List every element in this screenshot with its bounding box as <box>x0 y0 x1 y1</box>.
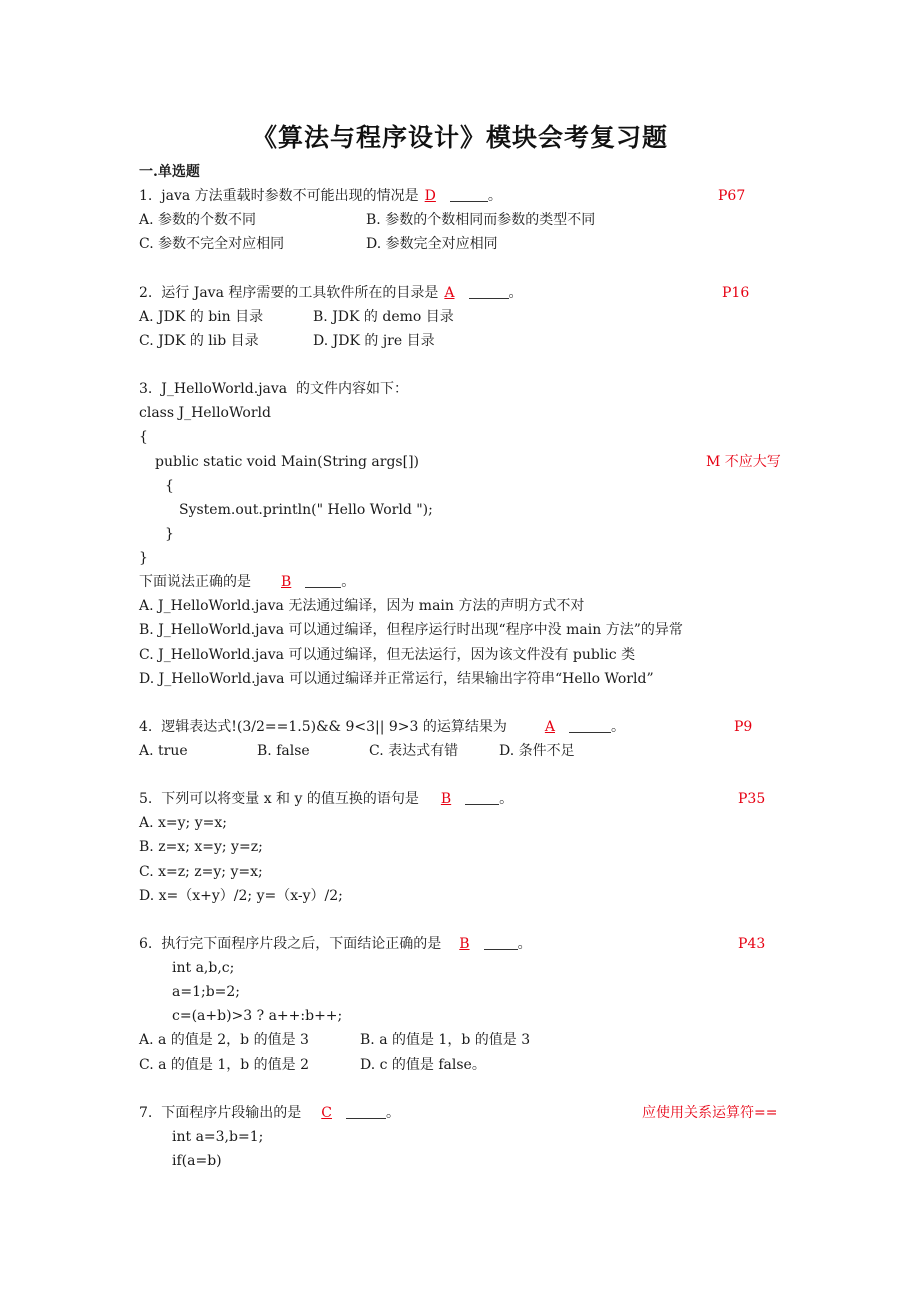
option-b: B. 参数的个数相同而参数的类型不同 <box>366 212 596 228</box>
code-line: { <box>165 478 174 494</box>
page-reference: P43 <box>738 936 766 952</box>
answer-blank: B <box>281 574 292 590</box>
option-a: A. a 的值是 2，b 的值是 3 <box>139 1032 309 1048</box>
option-b: B. JDK 的 demo 目录 <box>313 309 454 325</box>
section-heading: 一.单选题 <box>139 164 200 180</box>
page-reference: P16 <box>722 285 750 301</box>
option-b: B. a 的值是 1，b 的值是 3 <box>360 1032 531 1048</box>
question-text: 4. 逻辑表达式!(3/2==1.5)&& 9<3|| 9>3 的运算结果为 <box>139 719 507 735</box>
code-line: int a=3,b=1; <box>172 1129 264 1145</box>
question-3-prompt <box>139 572 355 592</box>
question-text: 下面说法正确的是 <box>139 574 251 590</box>
period: 。 <box>508 285 523 301</box>
period: 。 <box>487 188 502 204</box>
option-a: A. x=y; y=x; <box>139 815 227 831</box>
period: 。 <box>385 1105 400 1121</box>
option-a: A. 参数的个数不同 <box>139 212 257 228</box>
annotation-note: 应使用关系运算符== <box>642 1105 778 1121</box>
answer-blank: C <box>321 1105 332 1121</box>
blank-line <box>569 718 611 733</box>
option-c: C. a 的值是 1，b 的值是 2 <box>139 1057 310 1073</box>
answer-blank: D <box>424 188 436 204</box>
option-d: D. c 的值是 false。 <box>360 1057 486 1073</box>
question-text: 1. java 方法重载时参数不可能出现的情况是 <box>139 188 419 204</box>
option-c: C. J_HelloWorld.java 可以通过编译，但无法运行，因为该文件没有 public 类 <box>139 647 636 663</box>
option-d: D. 参数完全对应相同 <box>366 236 498 252</box>
page-reference: P9 <box>734 719 753 735</box>
answer-blank: B <box>459 936 470 952</box>
question-text: 2. 运行 Java 程序需要的工具软件所在的目录是 <box>139 285 439 301</box>
option-b: B. false <box>257 743 310 759</box>
code-line: System.out.println(" Hello World "); <box>179 502 433 518</box>
page-reference: P35 <box>738 791 766 807</box>
code-line: if(a=b) <box>172 1153 222 1169</box>
option-c: C. 参数不完全对应相同 <box>139 236 285 252</box>
answer-blank: A <box>544 719 555 735</box>
blank-line <box>305 573 341 588</box>
option-b: B. J_HelloWorld.java 可以通过编译，但程序运行时出现“程序中没 main 方法”的异常 <box>139 622 683 638</box>
question-5-stem <box>139 789 513 809</box>
period: 。 <box>499 791 514 807</box>
code-line: class J_HelloWorld <box>139 405 271 421</box>
question-2-stem <box>139 283 523 303</box>
question-7-stem <box>139 1103 400 1123</box>
code-line: a=1;b=2; <box>172 984 241 1000</box>
option-d: D. 条件不足 <box>499 743 575 759</box>
annotation-note: M 不应大写 <box>706 454 781 470</box>
blank-line <box>484 935 518 950</box>
option-d: D. x=（x+y）/2; y=（x-y）/2; <box>139 888 343 904</box>
option-a: A. JDK 的 bin 目录 <box>139 309 264 325</box>
question-1-stem <box>139 186 502 206</box>
option-c: C. 表达式有错 <box>369 743 459 759</box>
code-line: int a,b,c; <box>172 960 235 976</box>
blank-line <box>450 187 488 202</box>
question-3-stem: 3. J_HelloWorld.java 的文件内容如下： <box>139 381 409 397</box>
code-line: } <box>165 526 174 542</box>
answer-blank: A <box>444 285 455 301</box>
option-c: C. x=z; z=y; y=x; <box>139 864 263 880</box>
code-line: c=(a+b)>3 ? a++:b++; <box>172 1008 343 1024</box>
option-a: A. J_HelloWorld.java 无法通过编译，因为 main 方法的声明方式不对 <box>139 598 585 614</box>
blank-line <box>465 790 499 805</box>
option-c: C. JDK 的 lib 目录 <box>139 333 259 349</box>
question-text: 7. 下面程序片段输出的是 <box>139 1105 302 1121</box>
period: 。 <box>611 719 625 735</box>
period: 。 <box>517 936 532 952</box>
question-6-stem <box>139 934 532 954</box>
question-4-stem <box>139 717 625 737</box>
page-reference: P67 <box>718 188 746 204</box>
period: 。 <box>341 574 356 590</box>
question-text: 6. 执行完下面程序片段之后，下面结论正确的是 <box>139 936 442 952</box>
code-line: } <box>139 550 148 566</box>
document-title: 《算法与程序设计》模块会考复习题 <box>251 123 668 152</box>
code-line: public static void Main(String args[]) <box>155 454 419 470</box>
code-line: { <box>139 429 148 445</box>
option-d: D. JDK 的 jre 目录 <box>313 333 435 349</box>
option-b: B. z=x; x=y; y=z; <box>139 839 263 855</box>
blank-line <box>346 1104 386 1119</box>
option-d: D. J_HelloWorld.java 可以通过编译并正常运行，结果输出字符串“Hello World” <box>139 671 654 687</box>
answer-blank: B <box>440 791 452 807</box>
blank-line <box>469 284 509 299</box>
option-a: A. true <box>139 743 188 759</box>
question-text: 5. 下列可以将变量 x 和 y 的值互换的语句是 <box>139 791 419 807</box>
